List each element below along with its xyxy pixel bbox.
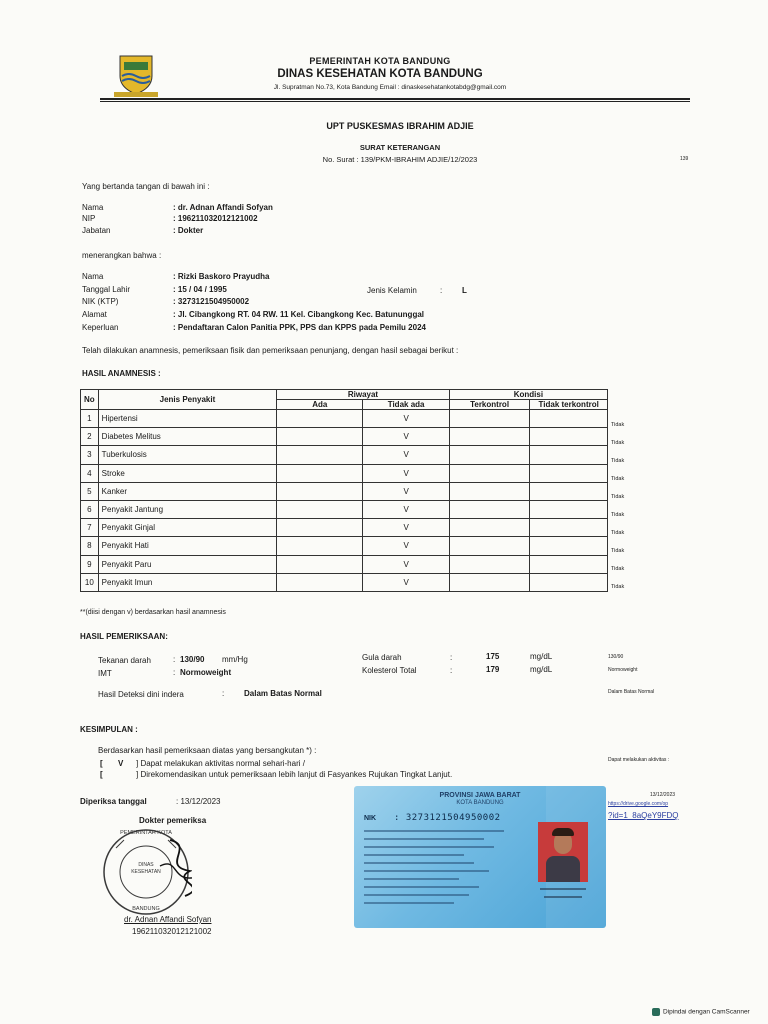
cell-absent-mark: V	[363, 519, 449, 537]
header-agency: DINAS KESEHATAN KOTA BANDUNG	[277, 68, 483, 80]
id-card-line	[364, 862, 474, 864]
bp-sep: :	[173, 655, 176, 664]
disease-name: Penyakit Jantung	[98, 500, 277, 518]
id-card-line	[364, 854, 464, 856]
signer-intro: Yang bertanda tangan di bawah ini :	[82, 182, 210, 191]
imt-sep: :	[173, 668, 176, 677]
date-label: Diperiksa tanggal	[80, 797, 147, 806]
id-card-line	[364, 886, 479, 888]
table-row	[81, 555, 608, 573]
cholesterol-unit: mg/dL	[530, 665, 553, 674]
cell-uncontrolled	[530, 446, 608, 464]
stamp-mid-text: DINAS	[138, 862, 154, 868]
cell-present	[277, 482, 363, 500]
disease-name: Tuberkulosis	[98, 446, 277, 464]
official-stamp	[100, 826, 192, 918]
sense-value: Dalam Batas Normal	[244, 689, 322, 698]
option1-bracket: [	[100, 759, 103, 768]
table-note: **(diisi dengan v) berdasarkan hasil anamnesis	[80, 609, 226, 616]
unit-title: UPT PUSKESMAS IBRAHIM ADJIE	[326, 121, 474, 131]
disease-name: Diabetes Melitus	[98, 428, 277, 446]
sense-sep: :	[222, 689, 225, 698]
imt-value: Normoweight	[180, 668, 232, 677]
id-card-line	[364, 838, 484, 840]
disease-name: Hipertensi	[98, 410, 277, 428]
row-number: 3	[81, 446, 99, 464]
margin-note: Tidak	[611, 494, 625, 500]
cell-present	[277, 555, 363, 573]
header-address: Jl. Supratman No.73, Kota Bandung Email : dinaskesehatankotabdg@gmail.com	[273, 84, 507, 91]
bp-unit: mm/Hg	[222, 655, 248, 664]
patient-name-value: : Rizki Baskoro Prayudha	[173, 272, 270, 281]
header-rule	[100, 98, 690, 100]
header-history: Riwayat	[277, 390, 450, 400]
table-row	[81, 519, 608, 537]
camscanner-icon	[652, 1008, 660, 1016]
cell-uncontrolled	[530, 537, 608, 555]
conclusion-intro: Berdasarkan hasil pemeriksaan diatas yang bersangkutan *) :	[98, 746, 317, 755]
cell-present	[277, 464, 363, 482]
signer-name-value: : dr. Adnan Affandi Sofyan	[173, 203, 273, 212]
option2-bracket: [	[100, 770, 103, 779]
table-row	[81, 428, 608, 446]
signature-title: Dokter pemeriksa	[139, 816, 207, 825]
stamp-mid-text-2: KESEHATAN	[131, 869, 161, 875]
cell-uncontrolled	[530, 410, 608, 428]
disease-name: Penyakit Hati	[98, 537, 277, 555]
cell-uncontrolled	[530, 428, 608, 446]
row-number: 7	[81, 519, 99, 537]
cell-absent-mark: V	[363, 500, 449, 518]
margin-note: Tidak	[611, 476, 625, 482]
disease-name: Penyakit Imun	[98, 573, 277, 591]
header-controlled: Terkontrol	[449, 400, 530, 410]
cell-controlled	[449, 410, 530, 428]
row-number: 5	[81, 482, 99, 500]
margin-note: Tidak	[611, 530, 625, 536]
drive-link-id[interactable]: ?id=1_8aQeY9FDQ	[608, 811, 679, 820]
cell-absent-mark: V	[363, 537, 449, 555]
stamp-top-text: PEMERINTAH KOTA	[120, 830, 172, 836]
explain-text: menerangkan bahwa :	[82, 251, 162, 260]
header-no: No	[81, 390, 99, 410]
option1-text: ] Dapat melakukan aktivitas normal sehari-hari /	[136, 759, 305, 768]
margin-note: Tidak	[611, 584, 625, 590]
cell-uncontrolled	[530, 555, 608, 573]
bp-value: 130/90	[180, 655, 205, 664]
row-number: 6	[81, 500, 99, 518]
glucose-value: 175	[486, 652, 500, 661]
right-date: 13/12/2023	[650, 792, 676, 798]
cholesterol-label: Kolesterol Total	[362, 666, 417, 675]
table-header-row	[81, 390, 608, 400]
id-card-line	[364, 830, 504, 832]
date-value: : 13/12/2023	[176, 797, 221, 806]
anamnesis-table	[80, 389, 608, 592]
id-card-city: KOTA BANDUNG	[456, 800, 504, 806]
cell-absent-mark: V	[363, 555, 449, 573]
signer-nip-value: : 196211032012121002	[173, 214, 258, 223]
cell-controlled	[449, 428, 530, 446]
margin-note: Tidak	[611, 458, 625, 464]
cell-absent-mark: V	[363, 573, 449, 591]
cell-uncontrolled	[530, 573, 608, 591]
conclusion-title: KESIMPULAN :	[80, 725, 138, 734]
margin-note: Tidak	[611, 422, 625, 428]
cell-uncontrolled	[530, 500, 608, 518]
signer-position-value: : Dokter	[173, 226, 204, 235]
patient-address-value: : Jl. Cibangkong RT. 04 RW. 11 Kel. Cibangkong Kec. Batununggal	[173, 310, 424, 319]
margin-note: Tidak	[611, 566, 625, 572]
id-card-photo-caption	[544, 896, 582, 898]
margin-sense: Dalam Batas Normal	[608, 689, 655, 695]
city-emblem-icon	[110, 52, 162, 98]
option1-check: V	[118, 759, 124, 768]
patient-gender-value: L	[462, 286, 467, 295]
id-card-line	[364, 878, 459, 880]
signer-name-label: Nama	[82, 203, 104, 212]
header-uncontrolled: Tidak terkontrol	[530, 400, 608, 410]
camscanner-text: Dipindai dengan CamScanner	[663, 1008, 750, 1016]
header-absent: Tidak ada	[363, 400, 449, 410]
signer-position-label: Jabatan	[82, 226, 111, 235]
id-card-nik-value: : 3273121504950002	[394, 813, 501, 823]
cell-uncontrolled	[530, 464, 608, 482]
drive-link[interactable]: https://drive.google.com/op	[608, 801, 669, 807]
header-present: Ada	[277, 400, 363, 410]
disease-name: Penyakit Ginjal	[98, 519, 277, 537]
anamnesis-title: HASIL ANAMNESIS :	[82, 369, 161, 378]
table-row	[81, 537, 608, 555]
cell-present	[277, 537, 363, 555]
stamp-bottom-text: BANDUNG	[132, 906, 160, 912]
table-row	[81, 500, 608, 518]
exam-title: HASIL PEMERIKSAAN:	[80, 632, 168, 641]
cell-uncontrolled	[530, 519, 608, 537]
table-row	[81, 410, 608, 428]
cell-present	[277, 410, 363, 428]
signer-nip-label: NIP	[82, 214, 96, 223]
table-row	[81, 482, 608, 500]
camscanner-footer	[652, 1008, 750, 1016]
id-card-image	[354, 786, 606, 928]
table-row	[81, 446, 608, 464]
letter-title: SURAT KETERANGAN	[359, 143, 441, 152]
cell-controlled	[449, 519, 530, 537]
margin-number: 139	[680, 156, 689, 162]
cell-controlled	[449, 446, 530, 464]
patient-dob-label: Tanggal Lahir	[82, 285, 131, 294]
cell-present	[277, 446, 363, 464]
cell-present	[277, 573, 363, 591]
cell-controlled	[449, 555, 530, 573]
glucose-unit: mg/dL	[530, 652, 553, 661]
patient-purpose-label: Keperluan	[82, 323, 119, 332]
glucose-sep: :	[450, 653, 453, 662]
sense-label: Hasil Deteksi dini indera	[98, 690, 184, 699]
disease-name: Kanker	[98, 482, 277, 500]
header-condition: Kondisi	[449, 390, 607, 400]
row-number: 8	[81, 537, 99, 555]
patient-gender-label: Jenis Kelamin	[367, 286, 417, 295]
id-card-province: PROVINSI JAWA BARAT	[439, 792, 521, 799]
patient-gender-sep: :	[440, 286, 443, 295]
header-rule-thin	[100, 101, 690, 102]
patient-name-label: Nama	[82, 272, 104, 281]
disease-name: Penyakit Paru	[98, 555, 277, 573]
id-card-photo-caption	[540, 888, 586, 890]
margin-note: Tidak	[611, 548, 625, 554]
id-card-line	[364, 870, 489, 872]
cell-absent-mark: V	[363, 446, 449, 464]
cell-present	[277, 519, 363, 537]
cell-controlled	[449, 537, 530, 555]
cell-present	[277, 428, 363, 446]
cell-absent-mark: V	[363, 464, 449, 482]
margin-conclusion: Dapat melakukan aktivitas :	[608, 757, 670, 763]
cell-present	[277, 500, 363, 518]
cell-controlled	[449, 464, 530, 482]
row-number: 1	[81, 410, 99, 428]
id-card-photo-body	[546, 856, 580, 882]
cholesterol-sep: :	[450, 666, 453, 675]
margin-bp: 130/90	[608, 654, 624, 660]
cell-uncontrolled	[530, 482, 608, 500]
patient-nik-value: : 3273121504950002	[173, 297, 250, 306]
margin-note: Tidak	[611, 512, 625, 518]
cell-controlled	[449, 500, 530, 518]
imt-label: IMT	[98, 669, 112, 678]
id-card-photo-hair	[552, 828, 574, 836]
bp-label: Tekanan darah	[98, 656, 151, 665]
patient-dob-value: : 15 / 04 / 1995	[173, 285, 227, 294]
cell-absent-mark: V	[363, 482, 449, 500]
disease-name: Stroke	[98, 464, 277, 482]
option2-text: ] Direkomendasikan untuk pemeriksaan lebih lanjut di Fasyankes Rujukan Tingkat Lanjut.	[136, 770, 453, 779]
id-card-line	[364, 846, 494, 848]
patient-nik-label: NIK (KTP)	[82, 297, 119, 306]
patient-purpose-value: : Pendaftaran Calon Panitia PPK, PPS dan KPPS pada Pemilu 2024	[173, 323, 426, 332]
margin-note: Tidak	[611, 440, 625, 446]
row-number: 9	[81, 555, 99, 573]
id-card-nik-label: NIK	[364, 815, 377, 822]
letter-number: No. Surat : 139/PKM-IBRAHIM ADJIE/12/2023	[322, 155, 478, 164]
margin-imt: Normoweight	[608, 667, 638, 673]
header-government: PEMERINTAH KOTA BANDUNG	[309, 56, 451, 66]
header-disease: Jenis Penyakit	[98, 390, 277, 410]
signer-signature-nip: 196211032012121002	[132, 927, 212, 936]
cell-absent-mark: V	[363, 410, 449, 428]
glucose-label: Gula darah	[362, 653, 402, 662]
row-number: 4	[81, 464, 99, 482]
row-number: 10	[81, 573, 99, 591]
table-row	[81, 573, 608, 591]
row-number: 2	[81, 428, 99, 446]
cholesterol-value: 179	[486, 665, 500, 674]
table-row	[81, 464, 608, 482]
exam-sentence: Telah dilakukan anamnesis, pemeriksaan fisik dan pemeriksaan penunjang, dengan hasil sebagai berikut :	[82, 346, 459, 355]
patient-address-label: Alamat	[82, 310, 107, 319]
cell-controlled	[449, 573, 530, 591]
id-card-line	[364, 902, 454, 904]
signer-signature-name: dr. Adnan Affandi Sofyan	[124, 915, 212, 924]
id-card-line	[364, 894, 469, 896]
cell-absent-mark: V	[363, 428, 449, 446]
cell-controlled	[449, 482, 530, 500]
